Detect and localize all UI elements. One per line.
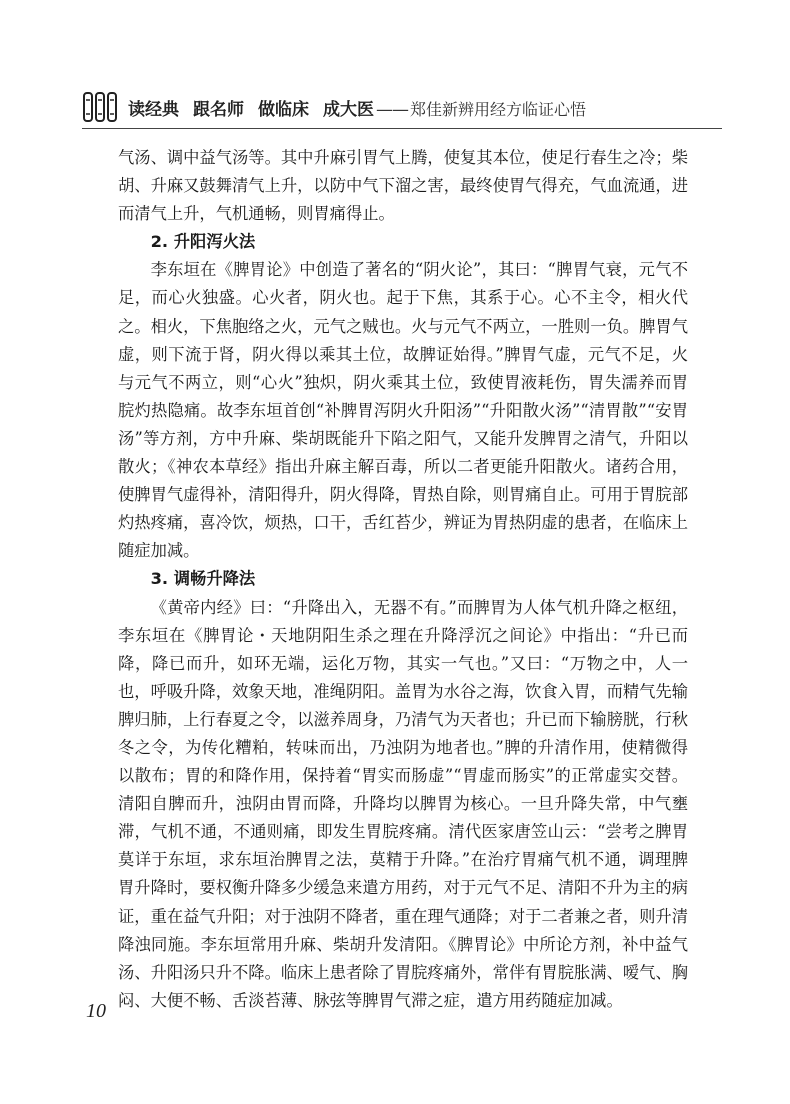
header-seg-read-classics: 读经典: [128, 99, 179, 120]
books-logo-icon: [82, 91, 118, 123]
paragraph-section-2: 李东垣在《脾胃论》中创造了著名的“阴火论”，其曰：“脾胃气衰，元气不足，而心火独盛。心火者，阴火也。起于下焦，其系于心。心不主令，相火代之。相火，下焦胞络之火，元气之贼也。火与元气不两立，一胜则一负。脾胃气虚，则下流于肾，阴火得以乘其土位，故脾证始得。”脾胃气虚，元气不足，火与元气不两立，则“心火”独炽，阴火乘其土位，致使胃液耗伤，胃失濡养而胃脘灼热隐痛。故李东垣首创“补脾胃泻阴火升阳汤”“升阳散火汤”“清胃散”“安胃汤”等方剂，方中升麻、柴胡既能升下陷之阳气，又能升发脾胃之清气，升阳以散火；《神农本草经》指出升麻主解百毒，所以二者更能升阳散火。诸药合用，使脾胃气虚得补，清阳得升，阴火得降，胃热自除，则胃痛自止。可用于胃脘部灼热疼痛，喜冷饮，烦热，口干，舌红苔少，辨证为胃热阴虚的患者，在临床上随症加减。: [118, 260, 688, 561]
header-dash: ——: [376, 99, 408, 120]
section-heading-2: 2. 升阳泻火法: [150, 232, 256, 252]
header-subtitle: 郑佳新辨用经方临证心悟: [410, 99, 587, 119]
header-seg-clinical-practice: 做临床: [258, 99, 309, 120]
header-seg-great-doctor: 成大医: [323, 99, 374, 120]
page-header: [82, 90, 722, 124]
header-seg-follow-masters: 跟名师: [193, 99, 244, 120]
paragraph-section-3: 《黄帝内经》曰：“升降出入，无器不有。”而脾胃为人体气机升降之枢纽，李东垣在《脾胃论・天地阴阳生杀之理在升降浮沉之间论》中指出：“升已而降，降已而升，如环无端，运化万物，其实一气也。”又曰：“万物之中，人一也，呼吸升降，效象天地，准绳阴阳。盖胃为水谷之海，饮食入胃，而精气先输脾归肺，上行春夏之令，以滋养周身，乃清气为天者也；升已而下输膀胱，行秋冬之令，为传化糟粕，转味而出，乃浊阴为地者也。”脾的升清作用，使精微得以散布；胃的和降作用，保持着“胃实而肠虚”“胃虚而肠实”的正常虚实交替。清阳自脾而升，浊阴由胃而降，升降均以脾胃为核心。一旦升降失常，中气壅滞，气机不通，不通则痛，即发生胃脘疼痛。清代医家唐笠山云：“尝考之脾胃莫详于东垣，求东垣治脾胃之法，莫精于升降。”在治疗胃痛气机不通，调理脾胃升降时，要权衡升降多少缓急来遣方用药，对于元气不足、清阳不升为主的病证，重在益气升阳；对于浊阴不降者，重在理气通降；对于二者兼之者，则升清降浊同施。李东垣常用升麻、柴胡升发清阳。《脾胃论》中所论方剂，补中益气汤、升阳汤只升不降。临床上患者除了胃脘疼痛外，常伴有胃脘胀满、嗳气、胸闷、大便不畅、舌淡苔薄、脉弦等脾胃气滞之症，遣方用药随症加减。: [118, 597, 688, 1010]
header-title: [128, 95, 586, 120]
section-heading-3: 3. 调畅升降法: [150, 569, 256, 589]
page-number: 10: [86, 1000, 106, 1022]
header-rule: [82, 128, 722, 129]
page-body: [118, 144, 688, 1015]
paragraph-continued: 气汤、调中益气汤等。其中升麻引胃气上腾，使复其本位，使足行春生之冷；柴胡、升麻又鼓舞清气上升，以防中气下溜之害，最终使胃气得充，气血流通，进而清气上升，气机通畅，则胃痛得止。: [118, 148, 688, 224]
